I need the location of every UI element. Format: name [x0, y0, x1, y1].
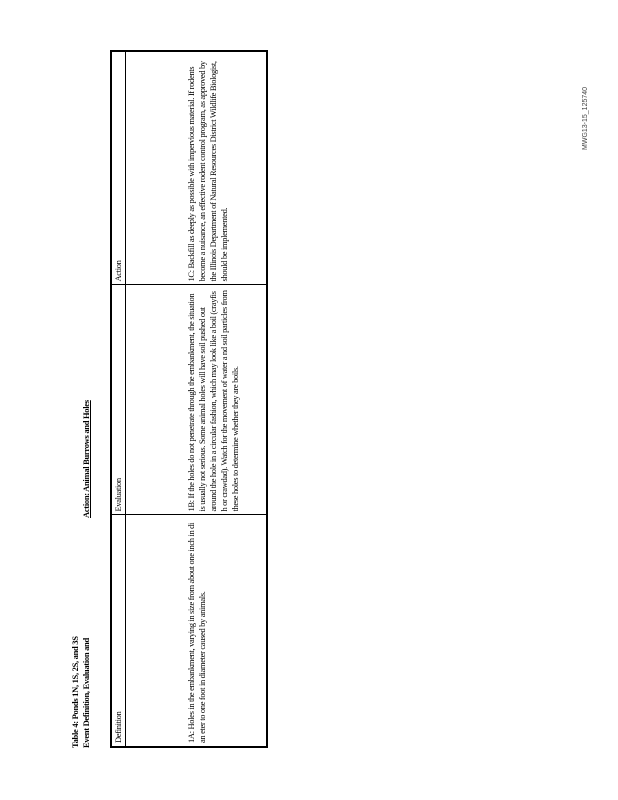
document-id-text: MWG13-15_125740 [582, 86, 589, 150]
evaluation-cell: 1B: If the holes do not penetrate through the embankment, the situation is usually not serious. Some animal holes will have soil pushed out around the hole in a circular fashion, which may look like a boil (crayfis h or crawdad). Watch for the movement of water a nd soil particles from these holes to determine whether they are boils. [126, 285, 268, 515]
definition-cell: 1A: Holes in the embankment, varying in size from about one inch in di an eter to one foot in diameter caused by animals. [126, 515, 268, 747]
header-action: Action [111, 51, 126, 285]
header-evaluation: Evaluation [111, 285, 126, 515]
table-subtitle: Event Definition, Evaluation and [81, 638, 91, 748]
rotated-table-page [70, 48, 280, 748]
action-cell: 1C: Backfill as deeply as possible with impervious material. If rodents become a nuisance, an effective rodent control program, as approved by the Illinois Department of Natural Resources District Wildlife Biologist, should be implemented. [126, 51, 268, 285]
table-header-row [111, 51, 126, 747]
table-action-label: Action: Animal Burrows and Holes [81, 400, 91, 518]
event-table [110, 50, 268, 748]
table-title: Table 4: Ponds 1N, 1S, 2S, and 3S [70, 636, 80, 748]
table-row [126, 51, 268, 747]
table-caption [70, 48, 110, 748]
header-definition: Definition [111, 515, 126, 747]
